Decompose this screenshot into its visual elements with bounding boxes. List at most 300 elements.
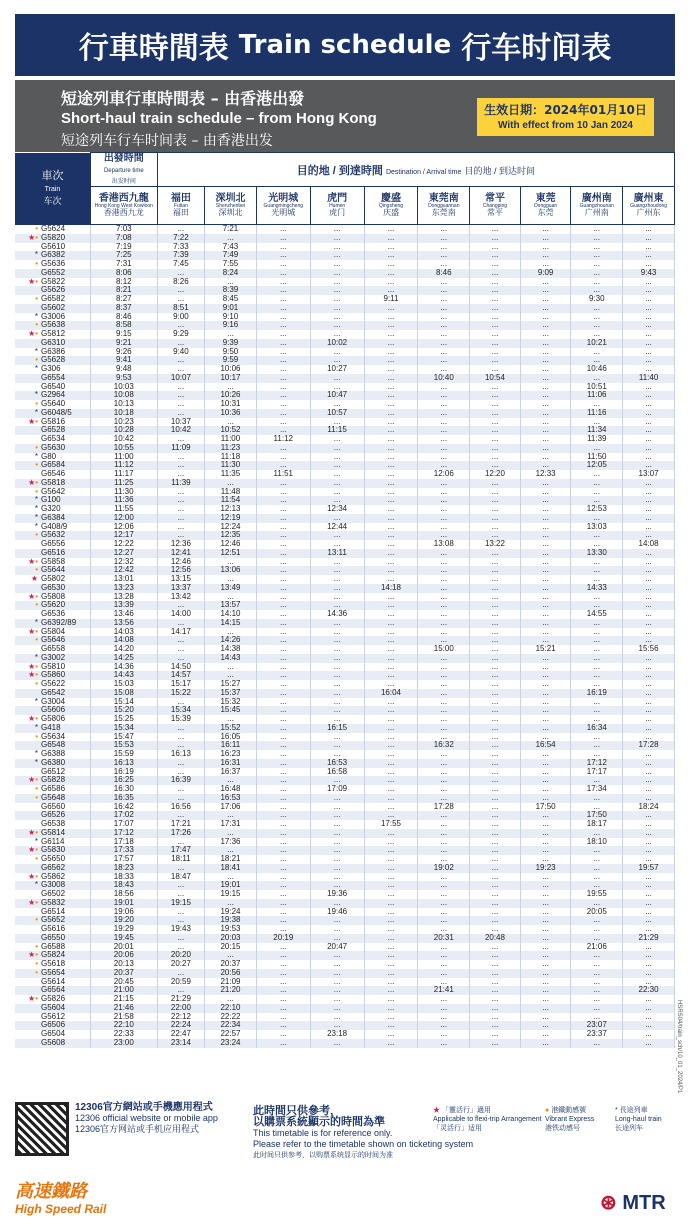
train-number-cell: G6562 [15,864,90,873]
arrival-time-cell: ... [205,479,257,488]
arrival-time-cell: 13:07 [623,470,675,479]
arrival-time-cell: ... [310,584,364,593]
arrival-time-cell: ... [310,636,364,645]
departure-time-cell: 9:53 [90,374,157,383]
arrival-time-cell: ... [157,225,204,234]
table-row [15,986,675,995]
arrival-time-cell: ... [520,304,571,313]
arrival-time-cell: 8:46 [418,269,470,278]
station-header-0: 香港西九龍 Hong Kong West Kowloon 香港西九龙 [90,187,157,225]
arrival-time-cell: ... [157,496,204,505]
arrival-time-cell: ... [418,698,470,707]
arrival-time-cell: ... [470,724,521,733]
arrival-time-cell: ... [571,269,623,278]
arrival-time-cell: ... [520,986,571,995]
arrival-time-cell: ... [520,680,571,689]
arrival-time-cell: ... [571,864,623,873]
arrival-time-cell: ... [520,496,571,505]
arrival-time-cell: ... [520,768,571,777]
arrival-time-cell: ... [310,435,364,444]
table-row [15,286,675,295]
arrival-time-cell: 16:04 [364,689,418,698]
arrival-time-cell: ... [364,1013,418,1022]
train-number-cell: G6538 [15,820,90,829]
arrival-time-cell: ... [157,400,204,409]
table-row [15,348,675,357]
train-number-cell: ★• G5862 [15,873,90,882]
train-number-cell: * G306 [15,365,90,374]
arrival-time-cell: ... [364,304,418,313]
mtr-icon: ⊛ [600,1192,617,1214]
departure-time-cell: 7:08 [90,234,157,243]
arrival-time-cell: ... [520,829,571,838]
arrival-time-cell: ... [256,846,310,855]
arrival-time-cell: ... [418,313,470,322]
train-symbol: • [35,916,38,925]
arrival-time-cell: 13:11 [310,549,364,558]
train-symbol: • [35,461,38,470]
arrival-time-cell: ... [364,243,418,252]
arrival-time-cell: ... [470,759,521,768]
arrival-time-cell: ... [256,365,310,374]
table-row [15,724,675,733]
arrival-time-cell: ... [256,741,310,750]
arrival-time-cell: ... [364,278,418,287]
arrival-time-cell: ... [418,706,470,715]
arrival-time-cell: ... [623,698,675,707]
arrival-time-cell: ... [310,558,364,567]
train-number-cell: • G5654 [15,969,90,978]
table-row [15,365,675,374]
arrival-time-cell: 8:51 [157,304,204,313]
arrival-time-cell: ... [470,479,521,488]
arrival-time-cell: ... [623,444,675,453]
arrival-time-cell: ... [623,1039,675,1048]
train-number-cell: • G6584 [15,461,90,470]
arrival-time-cell: ... [418,575,470,584]
arrival-time-cell: ... [157,453,204,462]
arrival-time-cell: ... [470,383,521,392]
arrival-time-cell: ... [520,418,571,427]
departure-time-cell: 12:00 [90,514,157,523]
arrival-time-cell: ... [470,794,521,803]
arrival-time-cell: ... [256,330,310,339]
arrival-time-cell: ... [623,680,675,689]
arrival-time-cell: ... [418,461,470,470]
arrival-time-cell: ... [470,829,521,838]
arrival-time-cell: ... [310,628,364,637]
train-symbol: • [35,321,38,330]
arrival-time-cell: 12:51 [205,549,257,558]
arrival-time-cell: ... [364,225,418,234]
title-en: Train schedule [238,30,452,60]
arrival-time-cell: ... [157,269,204,278]
arrival-time-cell: ... [256,628,310,637]
arrival-time-cell: ... [520,383,571,392]
arrival-time-cell: 21:06 [571,943,623,952]
arrival-time-cell: ... [364,654,418,663]
arrival-time-cell: ... [470,916,521,925]
arrival-time-cell: ... [520,820,571,829]
arrival-time-cell: 19:24 [205,908,257,917]
train-number-cell: • G5644 [15,566,90,575]
arrival-time-cell: ... [520,286,571,295]
departure-time-cell: 8:46 [90,313,157,322]
arrival-time-cell: 11:15 [310,426,364,435]
notice-zh-2: 以購票系統顯示的時間為準 [253,1116,385,1128]
arrival-time-cell: ... [571,619,623,628]
arrival-time-cell: ... [418,304,470,313]
arrival-time-cell: ... [571,601,623,610]
arrival-time-cell: 11:40 [623,374,675,383]
train-number-cell: ★ G5802 [15,575,90,584]
departure-time-cell: 13:56 [90,619,157,628]
arrival-time-cell: ... [623,295,675,304]
table-row [15,689,675,698]
arrival-time-cell: 9:50 [205,348,257,357]
arrival-time-cell: ... [256,531,310,540]
arrival-time-cell: ... [470,321,521,330]
arrival-time-cell: 22:12 [157,1013,204,1022]
arrival-time-cell: ... [520,400,571,409]
arrival-time-cell: ... [364,1030,418,1039]
arrival-time-cell: ... [571,698,623,707]
arrival-time-cell: 13:03 [571,523,623,532]
arrival-time-cell: 16:13 [157,750,204,759]
arrival-time-cell: ... [310,995,364,1004]
arrival-time-cell: 23:07 [571,1021,623,1030]
arrival-time-cell: ... [571,251,623,260]
arrival-time-cell: 13:15 [157,575,204,584]
arrival-time-cell: 14:57 [157,671,204,680]
departure-time-cell: 11:36 [90,496,157,505]
arrival-time-cell: ... [470,689,521,698]
arrival-time-cell: ... [571,750,623,759]
table-row [15,383,675,392]
arrival-time-cell: ... [310,243,364,252]
arrival-time-cell: ... [623,995,675,1004]
arrival-time-cell: ... [310,978,364,987]
arrival-time-cell: ... [418,234,470,243]
arrival-time-cell: ... [418,531,470,540]
arrival-time-cell: ... [418,776,470,785]
arrival-time-cell: ... [310,330,364,339]
arrival-time-cell: ... [157,488,204,497]
arrival-time-cell: ... [256,391,310,400]
arrival-time-cell: ... [520,426,571,435]
train-symbol: * [34,750,38,758]
arrival-time-cell: ... [571,978,623,987]
arrival-time-cell: 19:15 [157,899,204,908]
notice-en-2: Please refer to the timetable shown on ticketing system [253,1139,474,1149]
table-row [15,750,675,759]
arrival-time-cell: ... [520,671,571,680]
arrival-time-cell: ... [256,1004,310,1013]
high-speed-rail-logo: 高速鐵路 High Speed Rail [15,1181,107,1216]
arrival-time-cell: ... [157,908,204,917]
arrival-time-cell: ... [623,654,675,663]
arrival-time-cell: ... [310,645,364,654]
arrival-time-cell: ... [364,488,418,497]
table-row [15,741,675,750]
arrival-time-cell: ... [310,321,364,330]
arrival-time-cell: ... [470,680,521,689]
arrival-time-cell: ... [520,846,571,855]
train-symbol: ★• [28,627,38,636]
departure-time-cell: 17:18 [90,838,157,847]
arrival-time-cell: 10:46 [571,365,623,374]
arrival-time-cell: ... [256,925,310,934]
arrival-time-cell: 9:39 [205,339,257,348]
arrival-time-cell: ... [623,785,675,794]
arrival-time-cell: ... [364,671,418,680]
arrival-time-cell: 17:06 [205,803,257,812]
arrival-time-cell: 12:20 [470,470,521,479]
table-row [15,409,675,418]
arrival-time-cell: ... [310,514,364,523]
arrival-time-cell: ... [623,531,675,540]
departure-time-cell: 20:45 [90,978,157,987]
arrival-time-cell: ... [256,225,310,234]
legend-flexi: ★ 「靈活行」適用 Applicable to flexi-trip Arrangement 「灵活行」适用 [433,1107,542,1132]
arrival-time-cell: ... [256,776,310,785]
arrival-time-cell: ... [205,776,257,785]
arrival-time-cell: ... [470,531,521,540]
arrival-time-cell: ... [256,689,310,698]
arrival-time-cell: ... [623,706,675,715]
arrival-time-cell: ... [364,908,418,917]
train-number-cell: * G6048/5 [15,409,90,418]
departure-time-cell: 18:23 [90,864,157,873]
train-symbol: ★ [30,575,38,583]
arrival-time-cell: ... [520,313,571,322]
arrival-time-cell: 14:50 [157,663,204,672]
arrival-time-cell: ... [157,916,204,925]
arrival-time-cell: ... [470,628,521,637]
arrival-time-cell: ... [310,811,364,820]
arrival-time-cell: 19:01 [205,881,257,890]
arrival-time-cell: ... [364,899,418,908]
arrival-time-cell: ... [520,540,571,549]
arrival-time-cell: ... [520,943,571,952]
schedule-table-wrapper [15,152,675,1100]
departure-time-cell: 22:33 [90,1030,157,1039]
departure-time-cell: 16:42 [90,803,157,812]
arrival-time-cell: ... [520,348,571,357]
arrival-time-cell: ... [418,286,470,295]
arrival-time-cell: 14:08 [623,540,675,549]
arrival-time-cell: ... [364,260,418,269]
arrival-time-cell: 16:53 [205,794,257,803]
train-number-cell: • G5622 [15,680,90,689]
arrival-time-cell: 18:24 [623,803,675,812]
table-row [15,899,675,908]
effective-date-zh: 生效日期：2024年01月10日 [484,103,647,117]
train-symbol: * [34,723,38,732]
arrival-time-cell: ... [571,496,623,505]
arrival-time-cell: ... [364,706,418,715]
arrival-time-cell: ... [364,759,418,768]
arrival-time-cell: ... [418,339,470,348]
arrival-time-cell: ... [310,820,364,829]
arrival-time-cell: ... [623,873,675,882]
arrival-time-cell: ... [470,619,521,628]
arrival-time-cell: 7:49 [205,251,257,260]
arrival-time-cell: ... [520,1021,571,1030]
arrival-time-cell: 16:19 [571,689,623,698]
arrival-time-cell: ... [256,759,310,768]
arrival-time-cell: ... [364,566,418,575]
arrival-time-cell: 18:21 [205,855,257,864]
arrival-time-cell: ... [310,654,364,663]
train-number-cell: * G3006 [15,313,90,322]
departure-time-cell: 10:42 [90,435,157,444]
train-number-cell: • G5636 [15,260,90,269]
departure-time-cell: 11:30 [90,488,157,497]
table-row [15,951,675,960]
arrival-time-cell: ... [520,435,571,444]
train-number-cell: G6512 [15,768,90,777]
arrival-time-cell: 19:46 [310,908,364,917]
arrival-time-cell: 15:17 [157,680,204,689]
arrival-time-cell: ... [364,663,418,672]
arrival-time-cell: ... [571,1039,623,1048]
table-row [15,453,675,462]
departure-time-cell: 13:23 [90,584,157,593]
train-number-cell: ★• G5818 [15,479,90,488]
arrival-time-cell: 19:53 [205,925,257,934]
arrival-time-cell: ... [520,601,571,610]
arrival-time-cell: 22:22 [205,1013,257,1022]
arrival-time-cell: ... [256,986,310,995]
arrival-time-cell: 20:47 [310,943,364,952]
arrival-time-cell: 11:39 [157,479,204,488]
arrival-time-cell: ... [520,295,571,304]
arrival-time-cell: ... [418,829,470,838]
arrival-time-cell: ... [310,383,364,392]
arrival-time-cell: ... [418,488,470,497]
train-number-cell: • G5650 [15,855,90,864]
arrival-time-cell: ... [256,383,310,392]
departure-time-cell: 8:21 [90,286,157,295]
arrival-time-cell: ... [520,409,571,418]
arrival-time-cell: ... [520,811,571,820]
arrival-time-cell: ... [520,514,571,523]
departure-time-cell: 13:46 [90,610,157,619]
arrival-time-cell: ... [364,470,418,479]
arrival-time-cell: ... [470,304,521,313]
departure-time-cell: 10:28 [90,426,157,435]
arrival-time-cell: ... [256,496,310,505]
arrival-time-cell: ... [418,435,470,444]
arrival-time-cell: ... [623,750,675,759]
departure-time-cell: 15:20 [90,706,157,715]
arrival-time-cell: ... [520,698,571,707]
arrival-time-cell: ... [256,829,310,838]
arrival-time-cell: 11:00 [205,435,257,444]
arrival-time-cell: ... [205,846,257,855]
arrival-time-cell: ... [310,313,364,322]
arrival-time-cell: 16:37 [205,768,257,777]
train-number-cell: G6556 [15,540,90,549]
table-row [15,776,675,785]
arrival-time-cell: ... [418,689,470,698]
arrival-time-cell: ... [364,811,418,820]
departure-time-cell: 12:06 [90,523,157,532]
table-row [15,505,675,514]
arrival-time-cell: 14:00 [157,610,204,619]
arrival-time-cell: 15:00 [418,645,470,654]
departure-time-cell: 10:03 [90,383,157,392]
arrival-time-cell: ... [623,251,675,260]
train-number-cell: ★• G5810 [15,663,90,672]
arrival-time-cell: ... [256,243,310,252]
arrival-time-cell: ... [623,601,675,610]
arrival-time-cell: ... [256,1013,310,1022]
train-symbol: ★• [28,277,38,286]
arrival-time-cell: ... [520,706,571,715]
train-symbol: * [34,653,38,662]
arrival-time-cell: 12:44 [310,523,364,532]
train-number-cell: * G6382 [15,251,90,260]
arrival-time-cell: ... [256,1030,310,1039]
arrival-time-cell: 12:53 [571,505,623,514]
arrival-time-cell: ... [256,785,310,794]
app-info-simp: 12306官方网站或手机应用程式 [75,1124,200,1134]
departure-time-cell: 8:12 [90,278,157,287]
train-symbol: • [35,636,38,645]
arrival-time-cell: 15:34 [157,706,204,715]
arrival-time-cell: ... [418,838,470,847]
train-number-cell: * G100 [15,496,90,505]
arrival-time-cell: 11:30 [205,461,257,470]
arrival-time-cell: 13:37 [157,584,204,593]
arrival-time-cell: ... [310,575,364,584]
train-number-cell: G6542 [15,689,90,698]
arrival-time-cell: ... [310,593,364,602]
arrival-time-cell: 12:24 [205,523,257,532]
arrival-time-cell: ... [256,409,310,418]
arrival-time-cell: 19:57 [623,864,675,873]
arrival-time-cell: ... [520,934,571,943]
arrival-time-cell: ... [364,286,418,295]
arrival-time-cell: ... [470,461,521,470]
arrival-time-cell: ... [364,444,418,453]
arrival-time-cell: ... [520,479,571,488]
train-number-cell: * G80 [15,453,90,462]
arrival-time-cell: 14:26 [205,636,257,645]
departure-time-cell: 17:02 [90,811,157,820]
arrival-time-cell: 10:21 [571,339,623,348]
arrival-time-cell: ... [364,400,418,409]
train-symbol: • [35,224,38,233]
arrival-time-cell: ... [571,881,623,890]
table-row [15,663,675,672]
arrival-time-cell: ... [520,593,571,602]
train-symbol: ★• [28,776,38,785]
table-row [15,1004,675,1013]
arrival-time-cell: ... [571,925,623,934]
arrival-time-cell: ... [520,1004,571,1013]
app-info-en: 12306 official website or mobile app [75,1113,218,1123]
table-row [15,908,675,917]
table-row [15,785,675,794]
arrival-time-cell: ... [418,391,470,400]
arrival-time-cell: ... [418,558,470,567]
train-number-cell: * G2964 [15,391,90,400]
table-row [15,295,675,304]
arrival-time-cell: ... [310,750,364,759]
